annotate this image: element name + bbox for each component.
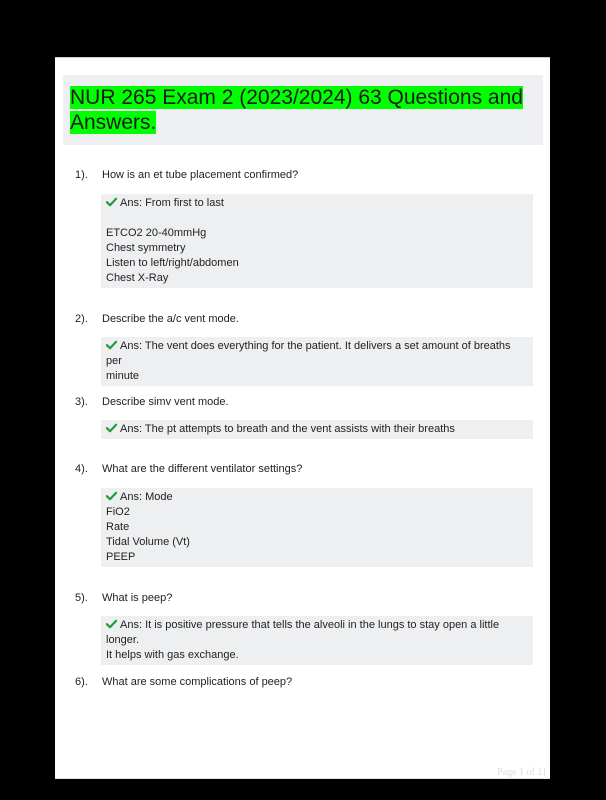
check-icon bbox=[106, 197, 117, 207]
answer-line bbox=[106, 211, 528, 226]
title-banner bbox=[63, 75, 543, 145]
check-icon bbox=[106, 423, 117, 433]
question-number: 2). bbox=[75, 313, 88, 325]
answer-text: Ans: It is positive pressure that tells the alveoli in the lungs to stay open a little longer. bbox=[106, 619, 503, 646]
answer-line: Chest symmetry bbox=[106, 242, 186, 254]
answer-line: Chest X-Ray bbox=[106, 272, 169, 284]
check-icon bbox=[106, 491, 117, 501]
answer-line bbox=[106, 422, 528, 437]
check-icon bbox=[106, 619, 117, 629]
question-text: Describe simv vent mode. bbox=[102, 396, 229, 408]
question-number: 3). bbox=[75, 396, 88, 408]
answer-line: minute bbox=[106, 370, 140, 382]
question-text: What is peep? bbox=[102, 592, 173, 604]
answer-box bbox=[101, 337, 533, 386]
top-rule bbox=[55, 57, 550, 58]
document-title bbox=[70, 85, 535, 135]
document-title-text: NUR 265 Exam 2 (2023/2024) 63 Questions and Answers. bbox=[70, 86, 523, 134]
question-number: 5). bbox=[75, 592, 88, 604]
question-text: What are some complications of peep? bbox=[102, 676, 293, 688]
answer-line bbox=[106, 196, 528, 211]
answer-text: Ans: The vent does everything for the patient. It delivers a set amount of breaths per bbox=[106, 340, 514, 367]
question-text: How is an et tube placement confirmed? bbox=[102, 169, 299, 181]
answer-line: PEEP bbox=[106, 551, 136, 563]
answer-line: Tidal Volume (Vt) bbox=[106, 536, 190, 548]
answer-box bbox=[101, 616, 533, 665]
answer-line: It helps with gas exchange. bbox=[106, 649, 239, 661]
answer-text: Ans: From first to last bbox=[120, 197, 224, 209]
answer-line: Rate bbox=[106, 521, 130, 533]
answer-line: ETCO2 20-40mmHg bbox=[106, 227, 207, 239]
answer-box bbox=[101, 194, 533, 288]
answer-box bbox=[101, 420, 533, 439]
answer-line: Listen to left/right/abdomen bbox=[106, 257, 239, 269]
question-text: What are the different ventilator settings? bbox=[102, 463, 303, 475]
question-text: Describe the a/c vent mode. bbox=[102, 313, 239, 325]
question-number: 1). bbox=[75, 169, 88, 181]
question-number: 4). bbox=[75, 463, 88, 475]
answer-text: Ans: The pt attempts to breath and the vent assists with their breaths bbox=[120, 423, 455, 435]
answer-text: Ans: Mode bbox=[120, 491, 173, 503]
check-icon bbox=[106, 340, 117, 350]
answer-line: FiO2 bbox=[106, 506, 130, 518]
answer-line bbox=[106, 339, 528, 369]
question-number: 6). bbox=[75, 676, 88, 688]
page-number: Page 1 of 11 bbox=[497, 767, 547, 778]
answer-box bbox=[101, 488, 533, 567]
answer-line bbox=[106, 490, 528, 505]
bottom-rule bbox=[55, 778, 550, 779]
document-page bbox=[55, 57, 550, 779]
answer-line bbox=[106, 618, 528, 648]
